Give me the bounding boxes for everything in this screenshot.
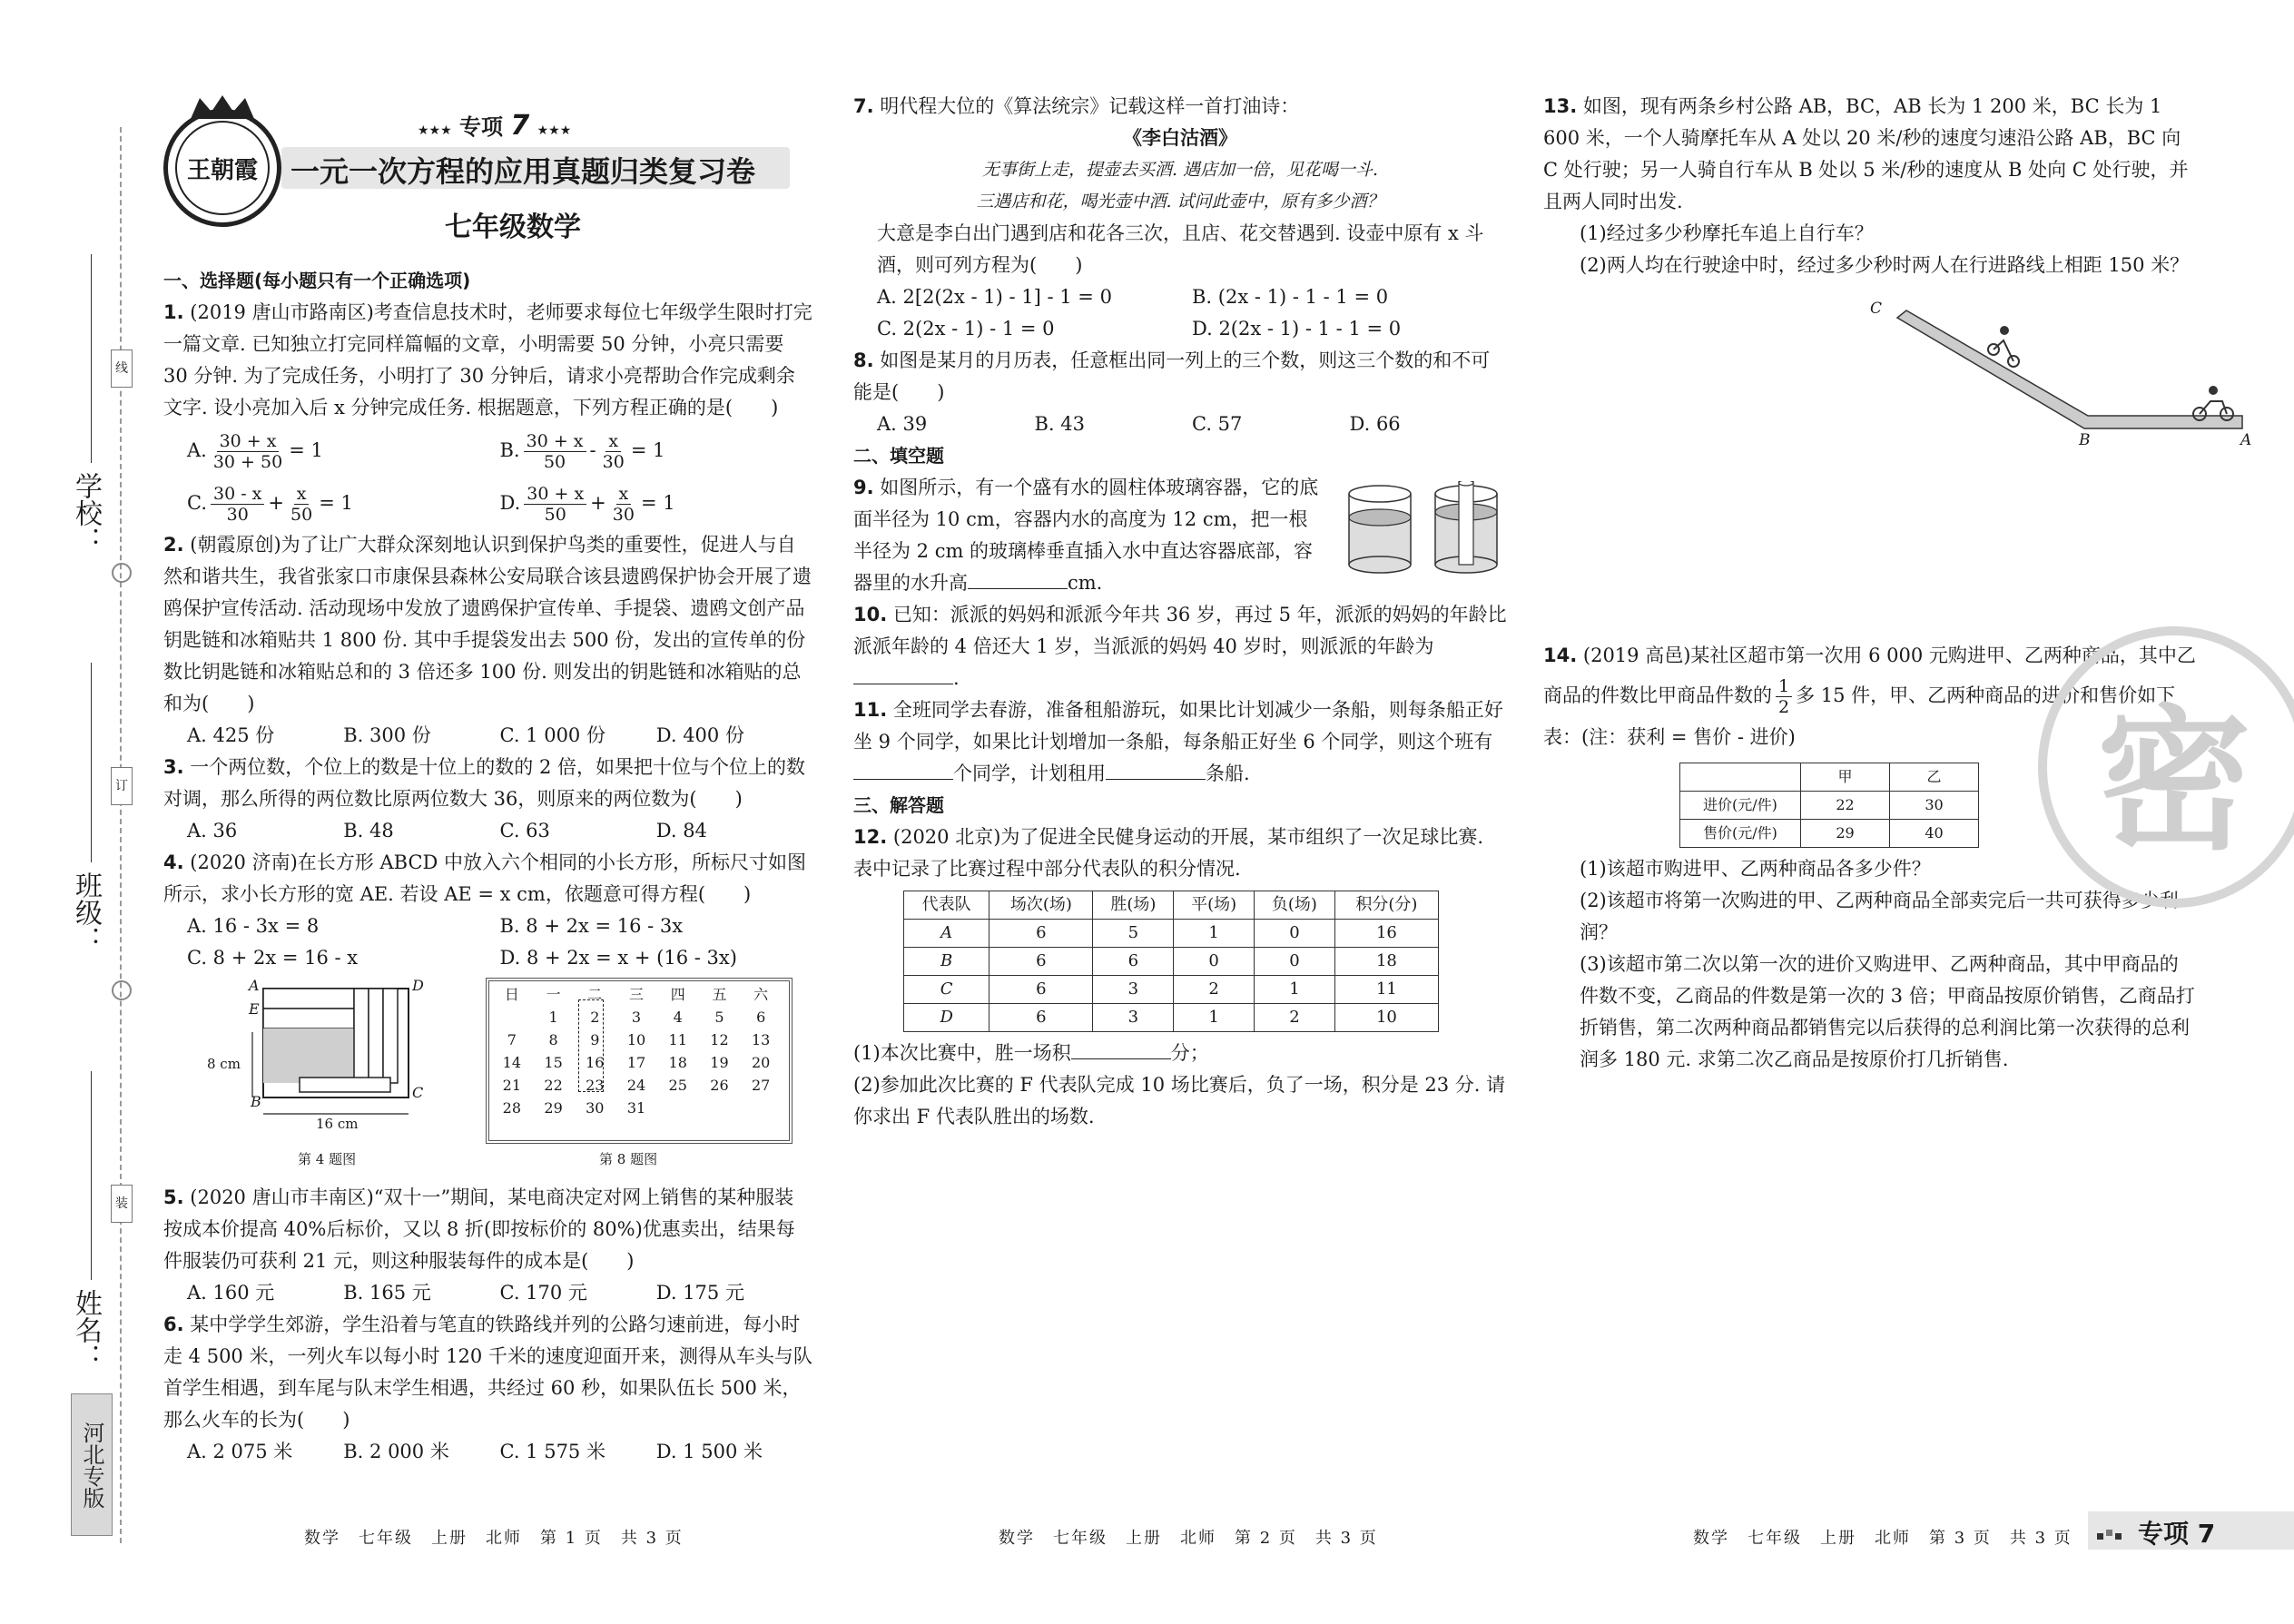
school-line[interactable] (91, 254, 92, 463)
q8-option-c[interactable]: C. 57 (1192, 413, 1243, 435)
footer-page-1: 数学 七年级 上册 北师 第 1 页 共 3 页 (304, 1529, 684, 1548)
question-1 (163, 297, 812, 424)
fig4-height-label: 8 cm (207, 1056, 241, 1072)
q7-options (853, 281, 1507, 345)
q1-option-d[interactable]: D. $\frac{30 + x}{50}$ + $\frac{x}{30}$ = 1 (499, 484, 675, 525)
table-row: B 6 6 0 0 18 (904, 948, 1439, 976)
question-3: 3. 一个两位数，个位上的数是十位上的数的 2 倍，如果把十位与个位上的数对调，那么所得的两位数比原两位数大 36，则原来的两位数为( ) (163, 756, 805, 810)
q12-part-1: (1)本次比赛中，胜一场积 分； (853, 1038, 1507, 1069)
fig4-label-e: E (249, 1000, 260, 1018)
q5-options (163, 1277, 812, 1309)
table-row: 售价(元/件) 29 40 (1680, 820, 1979, 848)
q3-options (163, 815, 812, 847)
q12-table-header: 代表队 场次(场) 胜(场) 平(场) 负(场) 积分(分) (904, 891, 1439, 920)
subtitle: 七年级数学 (445, 212, 581, 243)
q14-part-3: (3)该超市第二次以第一次的进价又购进甲、乙两种商品，其中甲商品的件数不变，乙商品的件数是第一次的 3 倍；甲商品按原价销售，乙商品打折销售，第二次两种商品都销售完以后获得的总利润比第一次获得的总利润多 180 元. 求第二次乙商品是按原价打几折销售. (1580, 953, 2195, 1070)
dashed-cut-line (120, 127, 122, 1543)
q6-option-b[interactable]: B. 2 000 米 (343, 1441, 449, 1462)
q7-option-a[interactable]: A. 2[2(2x - 1) - 1] - 1 = 0 (877, 286, 1112, 308)
q3-option-a[interactable]: A. 36 (187, 820, 238, 842)
question-2: 2. (朝霞原创)为了让广大群众深刻地认识到保护鸟类的重要性，促进人与自然和谐共生，我省张家口市康保县森林公安局联合该县遗鸥保护协会开展了遗鸥保护宣传活动. 活动现场中发放了遗鸥保护宣传单、手提袋、遗鸥文创产品钥匙链和冰箱贴共 1 800 份. 其中手提袋发出去 500 份，发出的宣传单的份数比钥匙链和冰箱贴总和的 3 倍还多 100 份. 则发出的钥匙链和冰箱贴的总和为( ) (163, 534, 812, 714)
q2-option-b[interactable]: B. 300 份 (343, 724, 431, 746)
section-choice: 一、选择题(每小题只有一个正确选项) (163, 270, 471, 291)
fig13-label-a: A (2240, 431, 2252, 449)
special-label: 专项 (459, 114, 504, 140)
figure-13 (1543, 300, 2252, 472)
header (154, 91, 808, 254)
q5-option-a[interactable]: A. 160 元 (187, 1282, 275, 1304)
q4-option-b[interactable]: B. 8 + 2x = 16 - 3x (499, 915, 684, 937)
poem-line-2: 三遇店和花，喝光壶中酒. 试问此壶中，原有多少酒？ (976, 192, 1384, 212)
column-1 (163, 265, 812, 1468)
q7-option-c[interactable]: C. 2(2x - 1) - 1 = 0 (877, 318, 1055, 340)
calendar-grid (491, 983, 782, 1119)
footer-tag-text: 专项 7 (2138, 1519, 2216, 1549)
table-row: C 6 3 2 1 11 (904, 976, 1439, 1004)
question-8: 8. 如图是某月的月历表，任意框出同一列上的三个数，则这三个数的和不可能是( ) (853, 349, 1491, 403)
edition-badge: 河北专版 (71, 1393, 113, 1536)
question-14: 14. (2019 高邑)某社区超市第一次用 6 000 元购进甲、乙两种商品，其中乙商品的件数比甲商品件数的 $\frac{1}{2}$ 多 15 件，甲、乙两种商品的进价和售价如下表：(注：获利 = 售价 - 进价) (1543, 645, 2196, 748)
watermark-text: 密 (2096, 691, 2251, 871)
q1-options (163, 424, 812, 529)
q8-options (853, 408, 1507, 440)
class-line[interactable] (91, 663, 92, 862)
fig4-label-b: B (251, 1093, 261, 1110)
calendar-week-4: 21 22 23 24 25 26 27 (502, 1077, 771, 1094)
figure-4 (207, 977, 454, 1177)
q13-part-1: (1)经过多少秒摩托车追上自行车？ (1580, 222, 1874, 244)
q5-option-b[interactable]: B. 165 元 (343, 1282, 431, 1304)
q12-part-2: (2)参加此次比赛的 F 代表队完成 10 场比赛后，负了一场，积分是 23 分. 请你求出 F 代表队胜出的场数. (853, 1074, 1506, 1127)
question-11: 11. 全班同学去春游，准备租船游玩，如果比计划减少一条船，则每条船正好坐 9 个同学，如果比计划增加一条船，每条船正好坐 6 个同学，则这个班有个同学，计划租用 条船. (853, 699, 1503, 784)
fig13-label-b: B (2079, 431, 2091, 449)
q2-option-a[interactable]: A. 425 份 (187, 724, 275, 746)
q3-option-b[interactable]: B. 48 (343, 820, 394, 842)
binding-margin (0, 0, 136, 1624)
q6-option-a[interactable]: A. 2 075 米 (187, 1441, 293, 1462)
fig4-label-a: A (249, 977, 260, 994)
name-line[interactable] (91, 1071, 92, 1280)
q5-option-c[interactable]: C. 170 元 (499, 1282, 587, 1304)
q13-part-2: (2)两人均在行驶途中时，经过多少秒时两人在行进路线上相距 150 米？ (1580, 254, 2190, 276)
q14-price-table (1679, 763, 1979, 848)
q9-answer-blank[interactable] (968, 568, 1068, 589)
figures-row (163, 978, 812, 1182)
calendar-week-2: 7 8 9 10 11 12 13 (507, 1031, 771, 1048)
q9-cylinders-figure (1344, 481, 1507, 581)
q11-boats-blank[interactable] (1106, 759, 1206, 780)
fig4-label-c: C (412, 1084, 424, 1101)
q1-option-c[interactable]: C. $\frac{30 - x}{30}$ + $\frac{x}{50}$ = 1 (187, 484, 353, 525)
watermark-seal (2038, 626, 2294, 908)
name-label: 姓名： (70, 1289, 102, 1371)
calendar-week-3: 14 15 16 17 18 19 20 (502, 1054, 771, 1071)
logo (163, 109, 281, 227)
calendar-week-1: 1 2 3 4 5 6 (548, 1009, 766, 1026)
q14-part-1: (1)该超市购进甲、乙两种商品各多少件？ (1580, 858, 1931, 880)
question-7: 7. 明代程大位的《算法统宗》记载这样一首打油诗： (853, 95, 1300, 117)
fig4-label-d: D (412, 977, 424, 994)
q6-options (163, 1436, 812, 1468)
q7-option-b[interactable]: B. (2x - 1) - 1 - 1 = 0 (1192, 286, 1389, 308)
q3-option-c[interactable]: C. 63 (499, 820, 550, 842)
q5-option-d[interactable]: D. 175 元 (655, 1282, 744, 1304)
q8-option-b[interactable]: B. 43 (1034, 413, 1086, 435)
fig4-width-label: 16 cm (316, 1116, 359, 1132)
calendar-week-5: 28 29 30 31 (502, 1099, 646, 1117)
footer-page-2: 数学 七年级 上册 北师 第 2 页 共 3 页 (999, 1529, 1378, 1548)
poem-line-1: 无事街上走，提壶去买酒. 遇店加一倍，见花喝一斗. (981, 160, 1379, 180)
stars-right: ★★★ (537, 123, 572, 138)
question-13: 13. 如图，现有两条乡村公路 AB，BC，AB 长为 1 200 米，BC 长为 1 600 米，一个人骑摩托车从 A 处以 20 米/秒的速度匀速沿公路 AB，BC 向 C 处行驶；另一人骑自行车从 B 处以 5 米/秒的速度从 B 处向 C 处行驶，并且两人同时出发. (1543, 95, 2189, 212)
footer-squares (2097, 1527, 2124, 1538)
q14-table-header: 甲 乙 (1680, 763, 1979, 792)
q1-text: (2019 唐山市路南区)考查信息技术时，老师要求每位七年级学生限时打完一篇文章. 已知独立打完同样篇幅的文章，小明需要 50 分钟，小亮只需要 30 分钟. 为了完成任务，小明打了 30 分钟后，请求小亮帮助合作完成剩余文字. 设小亮加入后 x 分钟完成任务. 根据题意，下列方程正确的是( ) (163, 301, 812, 418)
q12-points-blank[interactable] (1071, 1038, 1171, 1059)
table-row: 进价(元/件) 22 30 (1680, 792, 1979, 820)
class-label: 班级： (70, 871, 102, 953)
question-10: 10. 已知：派派的妈妈和派派今年共 36 岁，再过 5 年，派派的妈妈的年龄比派派年龄的 4 倍还大 1 岁，当派派的妈妈 40 岁时，则派派的年龄为. (853, 604, 1507, 689)
q7-option-d[interactable]: D. 2(2x - 1) - 1 - 1 = 0 (1192, 318, 1402, 340)
section-answer: 三、解答题 (853, 794, 944, 816)
q7-body: 大意是李白出门遇到店和花各三次，且店、花交替遇到. 设壶中原有 x 斗酒，则可列方程为( ) (877, 222, 1484, 276)
question-9: 9. 如图所示，有一个盛有水的圆柱体玻璃容器，它的底面半径为 10 cm，容器内水的高度为 12 cm，把一根半径为 2 cm 的玻璃棒垂直插入水中直达容器底部，容器里的水升高 cm. (853, 472, 1507, 599)
binder-label-bind: 订 (111, 767, 133, 805)
poem-title: 《李白沽酒》 (1123, 127, 1237, 149)
question-4: 4. (2020 济南)在长方形 ABCD 中放入六个相同的小长方形，所标尺寸如图所示，求小长方形的宽 AE. 若设 AE = x cm，依题意可得方程( ) (163, 851, 807, 905)
calendar-header: 日 一 二 三 四 五 六 (504, 986, 769, 1003)
fig4-caption: 第 4 题图 (298, 1151, 357, 1167)
q14-part-2: (2)该超市将第一次购进的甲、乙两种商品全部卖完后一共可获得多少利润？ (1580, 890, 2179, 943)
question-5: 5. (2020 唐山市丰南区)“双十一”期间，某电商决定对网上销售的某种服装按成本价提高 40%后标价，又以 8 折(即按标价的 80%)优惠卖出，结果每件服装仍可获利 21 元，则这种服装每件的成本是( ) (163, 1186, 795, 1272)
column-2 (853, 91, 1507, 1133)
q1-number: 1. (163, 301, 184, 323)
q12-score-table (903, 891, 1439, 1032)
q4-option-a[interactable]: A. 16 - 3x = 8 (187, 915, 320, 937)
q11-students-blank[interactable] (853, 759, 953, 780)
q8-option-a[interactable]: A. 39 (877, 413, 928, 435)
section-fill: 二、填空题 (853, 445, 944, 467)
q4-option-d[interactable]: D. 8 + 2x = x + (16 - 3x) (499, 947, 737, 969)
binder-hole-2 (112, 980, 132, 1000)
binder-label-pack: 装 (111, 1185, 133, 1223)
q4-options (163, 910, 812, 974)
table-row: D 6 3 1 2 10 (904, 1004, 1439, 1032)
q3-option-d[interactable]: D. 84 (655, 820, 707, 842)
main-title: 一元一次方程的应用真题归类复习卷 (290, 154, 756, 189)
question-12: 12. (2020 北京)为了促进全民健身运动的开展，某市组织了一次足球比赛. 表中记录了比赛过程中部分代表队的积分情况. (853, 826, 1484, 880)
q1-option-b[interactable]: B. $\frac{30 + x}{50}$ - $\frac{x}{30}$ = 1 (499, 431, 665, 472)
header-top-line (418, 109, 571, 142)
q1-option-a[interactable]: A. $\frac{30 + x}{30 + 50}$ = 1 (187, 431, 323, 472)
q2-options (163, 720, 812, 752)
q2-option-d[interactable]: D. 400 份 (655, 724, 744, 746)
q10-answer-blank[interactable] (853, 664, 953, 684)
q6-option-d[interactable]: D. 1 500 米 (655, 1441, 763, 1462)
q4-option-c[interactable]: C. 8 + 2x = 16 - x (187, 947, 359, 969)
q2-option-c[interactable]: C. 1 000 份 (499, 724, 605, 746)
fig13-label-c: C (1870, 300, 1883, 318)
special-number: 7 (510, 110, 530, 142)
stars-left: ★★★ (418, 123, 452, 138)
question-6: 6. 某中学学生郊游，学生沿着与笔直的铁路线并列的公路匀速前进，每小时走 4 500 米，一列火车以每小时 120 千米的速度迎面开来，测得从车头与队首学生相遇，到车尾与队末学生相遇，共经过 60 秒，如果队伍长 500 米，那么火车的长为( ) (163, 1314, 812, 1431)
binder-hole-1 (112, 563, 132, 583)
figure-8-calendar (486, 978, 790, 1177)
column-3 (1543, 91, 2252, 1076)
q8-option-d[interactable]: D. 66 (1349, 413, 1401, 435)
logo-text: 王朝霞 (186, 156, 258, 184)
school-label: 学校： (70, 472, 102, 554)
q6-option-c[interactable]: C. 1 575 米 (499, 1441, 605, 1462)
crown-icon (186, 94, 259, 121)
footer-page-3: 数学 七年级 上册 北师 第 3 页 共 3 页 (1693, 1529, 2072, 1548)
fig8-caption: 第 8 题图 (599, 1151, 658, 1167)
binder-label-line: 线 (111, 349, 133, 388)
table-row: A 6 5 1 0 16 (904, 920, 1439, 948)
